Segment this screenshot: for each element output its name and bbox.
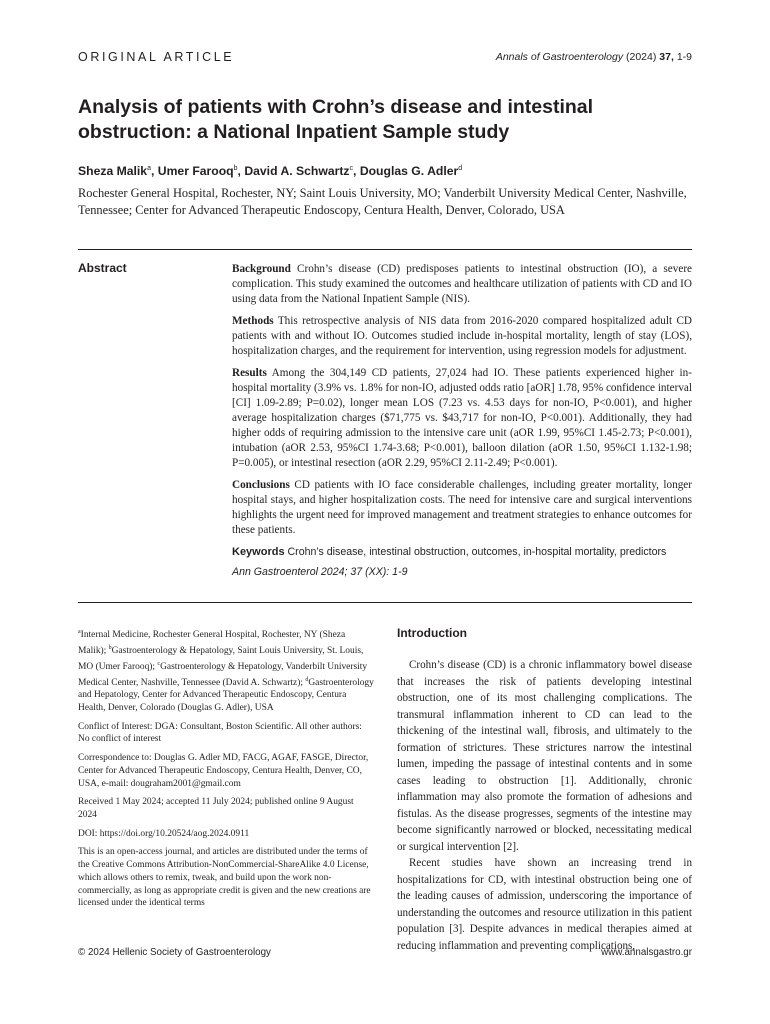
doi-link[interactable]: DOI: https://doi.org/10.20524/aog.2024.0911: [78, 828, 250, 839]
author-sup: b: [233, 164, 238, 172]
background-text: Crohn’s disease (CD) predisposes patients to intestinal obstruction (IO), a severe complication. This study examined the outcomes and healthcare utilization of patients with CD and IO using data from the National Inpatient Sample (NIS).: [232, 263, 693, 306]
introduction-body: [397, 657, 692, 954]
affil-sup: c: [157, 660, 161, 667]
abstract-label: Abstract: [78, 261, 127, 275]
affil-sup: d: [305, 676, 309, 683]
author-name: Sheza Malik: [78, 164, 148, 178]
abstract-results: [232, 366, 692, 472]
footer-website[interactable]: www.annalsgastro.gr: [601, 947, 692, 958]
conclusions-text: CD patients with IO face considerable challenges, including greater mortality, longer hospital stays, and higher hospitalization costs. The need for intensive care and surgical interventions highlights the urgent need for improved management and treatment strategies to enhance outcomes for these patients.: [232, 478, 693, 536]
author-name: David A. Schwartz: [244, 164, 350, 178]
correspondence-note: Correspondence to: Douglas G. Adler MD, FACG, AGAF, FASGE, Director, Center for Advanced Therapeutic Endoscopy, Centura Health, Denver, CO, USA, e-mail: dougraham2001@gmail.com: [78, 753, 369, 789]
received-note: Received 1 May 2024; accepted 11 July 2024; published online 9 August 2024: [78, 797, 354, 820]
abstract-background: [232, 262, 692, 307]
affil-text: Gastroenterology & Hepatology, Saint Louis University, St. Louis, MO (Umer Farooq);: [78, 645, 364, 672]
footer-copyright: © 2024 Hellenic Society of Gastroenterology: [78, 947, 271, 958]
author-name: Douglas G. Adler: [359, 164, 459, 178]
results-label: Results: [232, 366, 267, 379]
journal-year: (2024): [626, 51, 657, 63]
divider-top: [78, 249, 692, 250]
conclusions-label: Conclusions: [232, 478, 290, 491]
affil-sup: a: [78, 629, 81, 635]
author-list: [78, 164, 462, 178]
section-label: ORIGINAL ARTICLE: [78, 50, 235, 64]
keywords-text: Crohn’s disease, intestinal obstruction, outcomes, in-hospital mortality, predictors: [287, 545, 667, 558]
introduction-heading: Introduction: [397, 626, 467, 640]
footnotes-column: [78, 626, 374, 916]
methods-text: This retrospective analysis of NIS data from 2016-2020 compared hospitalized adult CD patients with and without IO. Outcomes studied include in-hospital mortality, length of stay (LOS), hospitalization charges, and the requirement for intervention, using regression models for adjustment.: [232, 314, 692, 357]
journal-header: [496, 51, 692, 63]
journal-volume: 37,: [659, 51, 674, 63]
abstract-methods: [232, 314, 692, 359]
body-column: [397, 626, 692, 954]
author-sep: ,: [353, 164, 360, 178]
license-note: This is an open-access journal, and articles are distributed under the terms of the Creative Commons Attribution-NonCommercial-ShareAlike 4.0 License, which allows others to remix, tweak, and build upon the work non-commercially, as long as appropriate credit is given and the new creations are licensed under the identical terms: [78, 847, 371, 909]
affil-text: Internal Medicine, Rochester General Hospital, Rochester, NY (Sheza Malik);: [78, 630, 346, 656]
journal-pages: 1-9: [676, 51, 692, 63]
author-sup: d: [458, 164, 463, 172]
background-label: Background: [232, 263, 291, 275]
affil-text: Gastroenterology & Hepatology, Vanderbilt University Medical Center, Nashville, Tennessee (David A. Schwartz);: [78, 661, 368, 688]
conflict-note: Conflict of Interest: DGA: Consultant, Boston Scientific. All other authors: No conflict of interest: [78, 721, 362, 745]
abstract-body: [232, 262, 692, 586]
journal-name: Annals of Gastroenterology: [495, 51, 624, 63]
affiliations: Rochester General Hospital, Rochester, NY; Saint Louis University, MO; Vanderbilt University Medical Center, Nashville, Tennessee; Center for Advanced Therapeutic Endoscopy, Centura Health, Denver, Colorado, USA: [78, 186, 687, 217]
author-sup: a: [147, 164, 151, 172]
affil-text: Gastroenterology and Hepatology, Center for Advanced Therapeutic Endoscopy, Centura Health, Denver, Colorado (Douglas G. Adler), USA: [78, 677, 374, 714]
author-name: Umer Farooq: [157, 164, 234, 178]
intro-paragraph-1: Crohn’s disease (CD) is a chronic inflammatory bowel disease that increases the risk of patients developing intestinal obstruction, one of its most challenging complications. The transmural inflammation inherent to CD can lead to the thickening of the intestinal wall, fibrosis, and ultimately to the formation of strictures. These strictures narrow the intestinal lumen, impeding the passage of intestinal contents and in some cases leading to obstruction [1]. Additionally, chronic inflammation may also promote the formation of adhesions and fistulas. As the disease progresses, segments of the intestine may become significantly narrowed or blocked, necessitating medical or surgical intervention [2].: [397, 659, 692, 853]
abstract-keywords: [232, 545, 692, 560]
author-affiliations-note: [78, 626, 374, 715]
author-sep: ,: [237, 164, 245, 178]
methods-label: Methods: [232, 314, 274, 327]
intro-paragraph-2: Recent studies have shown an increasing trend in hospitalizations for CD, with intestinal obstruction being one of the leading causes of admission, underscoring the importance of understanding the outcomes and resource utilization in this patient population [3]. Despite advances in medical therapies aimed at reducing inflammation and preventing complications,: [397, 857, 692, 952]
results-text: Among the 304,149 CD patients, 27,024 had IO. These patients experienced higher in-hospital mortality (3.9% vs. 1.8% for non-IO, adjusted odds ratio [aOR] 1.78, 95% confidence interval [CI] 1.09-2.89; P=0.02), longer mean LOS (7.23 vs. 4.53 days for non-IO, P<0.001), and higher average hospitalization charges ($71,775 vs. $43,717 for non-IO, P<0.001). Additionally, they had higher odds of requiring admission to the intensive care unit (aOR 1.99, 95%CI 1.45-2.73; P<0.001), intubation (aOR 2.53, 95%CI 1.74-3.68; P<0.001), balloon dilation (aOR 1.50, 95%CI 1.132-1.98; P=0.005), or intestinal resection (aOR 2.29, 95%CI 2.11-2.49; P<0.001).: [232, 366, 692, 470]
abstract-conclusions: [232, 478, 692, 538]
affil-sup: b: [108, 644, 112, 651]
abstract-citation: Ann Gastroenterol 2024; 37 (XX): 1-9: [232, 565, 408, 578]
article-title: Analysis of patients with Crohn’s disease and intestinal obstruction: a National Inpatient Sample study: [78, 96, 594, 143]
author-sep: ,: [151, 164, 158, 178]
author-sup: c: [349, 164, 354, 172]
keywords-label: Keywords: [232, 545, 285, 558]
divider-bottom: [78, 602, 692, 603]
